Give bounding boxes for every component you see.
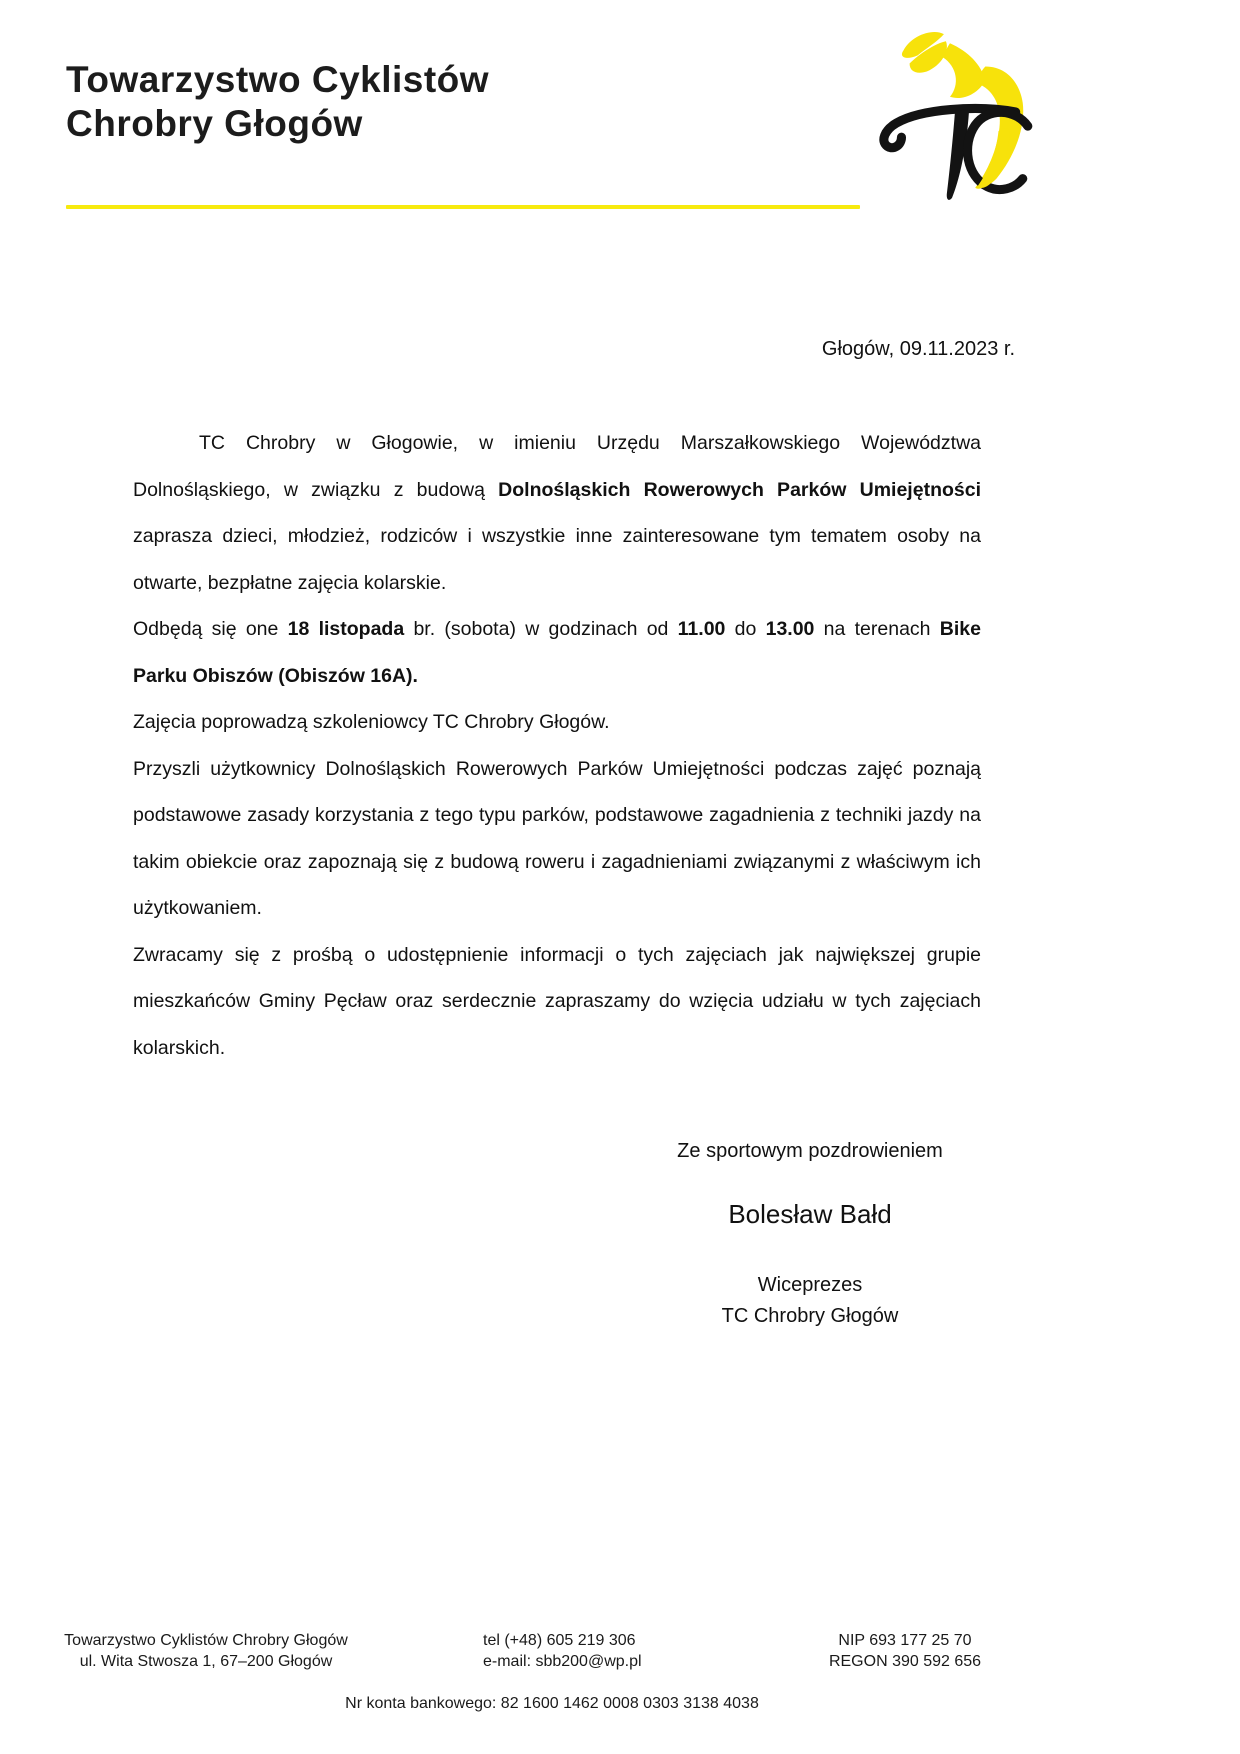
- footer-nip: NIP 693 177 25 70: [838, 1632, 972, 1649]
- letterhead-divider: [66, 205, 860, 209]
- footer-contact-block: [483, 1630, 743, 1672]
- footer-bank-account: Nr konta bankowego: 82 1600 1462 0008 0303 3138 4038: [345, 1695, 759, 1712]
- paragraph-run: br. (sobota) w godzinach od: [404, 618, 678, 640]
- paragraph-intro: [133, 420, 981, 606]
- paragraph-run: zaprasza dzieci, młodzież, rodziców i wszystkie inne zainteresowane tym tematem osoby na otwarte, bezpłatne zajęcia kolarskie.: [133, 525, 981, 594]
- paragraph-run: TC Chrobry w Głogowie, w imieniu Urzędu Marszałkowskiego Województwa Dolnośląskiego, w związku z budową: [133, 432, 981, 501]
- paragraph-run-bold: Bike Parku Obiszów (Obiszów 16A).: [133, 618, 981, 687]
- letter-body: [133, 420, 981, 1071]
- footer-email: e-mail: sbb200@wp.pl: [483, 1653, 642, 1670]
- paragraph-event-details: [133, 606, 981, 699]
- paragraph-run: Przyszli użytkownicy Dolnośląskich Rowerowych Parków Umiejętności podczas zajęć poznają podstawowe zasady korzystania z tego typu parków, podstawowe zagadnienia z techniki jazdy na takim obiekcie oraz zapoznają się z budową roweru i zagadnieniami związanymi z właściwym ich użytkowaniem.: [133, 757, 981, 919]
- org-title-line1: Towarzystwo Cyklistów: [66, 59, 490, 100]
- paragraph-run: na terenach: [814, 618, 940, 640]
- signer-name: Bolesław Bałd: [728, 1199, 892, 1229]
- signer-title: Wiceprezes: [757, 1274, 863, 1296]
- closing-salutation: Ze sportowym pozdrowieniem: [677, 1140, 943, 1162]
- date-line: Głogów, 09.11.2023 r.: [821, 338, 1015, 360]
- closing-block: [610, 1140, 1010, 1332]
- paragraph-run-bold: 18 listopada: [287, 618, 405, 640]
- footer-address-block: [56, 1630, 356, 1672]
- paragraph-request: [133, 932, 981, 1072]
- letterhead-org-title: [66, 58, 489, 146]
- footer-org-name: Towarzystwo Cyklistów Chrobry Głogów: [64, 1632, 348, 1649]
- paragraph-run-bold: 13.00: [765, 618, 815, 640]
- paragraph-run: Zwracamy się z prośbą o udostępnienie informacji o tych zajęciach jak największej grupie mieszkańców Gminy Pęcław oraz serdecznie zapraszamy do wzięcia udziału w tych zajęciach kolarskich.: [133, 943, 981, 1059]
- signer-role-block: [610, 1270, 1010, 1332]
- footer-address: ul. Wita Stwosza 1, 67–200 Głogów: [79, 1653, 333, 1670]
- tc-cyclist-logo-icon: [856, 26, 1048, 206]
- footer-regon: REGON 390 592 656: [828, 1653, 982, 1670]
- footer-phone: tel (+48) 605 219 306: [483, 1632, 636, 1649]
- paragraph-run-bold: Dolnośląskich Rowerowych Parków Umiejętności: [498, 478, 981, 501]
- footer-registry-block: [810, 1630, 1000, 1672]
- paragraph-run: Zajęcia poprowadzą szkoleniowcy TC Chrobry Głogów.: [133, 711, 610, 733]
- org-title-line2: Chrobry Głogów: [66, 103, 363, 144]
- paragraph-program: [133, 746, 981, 932]
- paragraph-run-bold: 11.00: [677, 618, 726, 640]
- paragraph-trainers: [133, 699, 981, 746]
- paragraph-run: do: [725, 618, 766, 640]
- signer-org: TC Chrobry Głogów: [721, 1305, 899, 1327]
- paragraph-run: Odbędą się one: [133, 618, 288, 640]
